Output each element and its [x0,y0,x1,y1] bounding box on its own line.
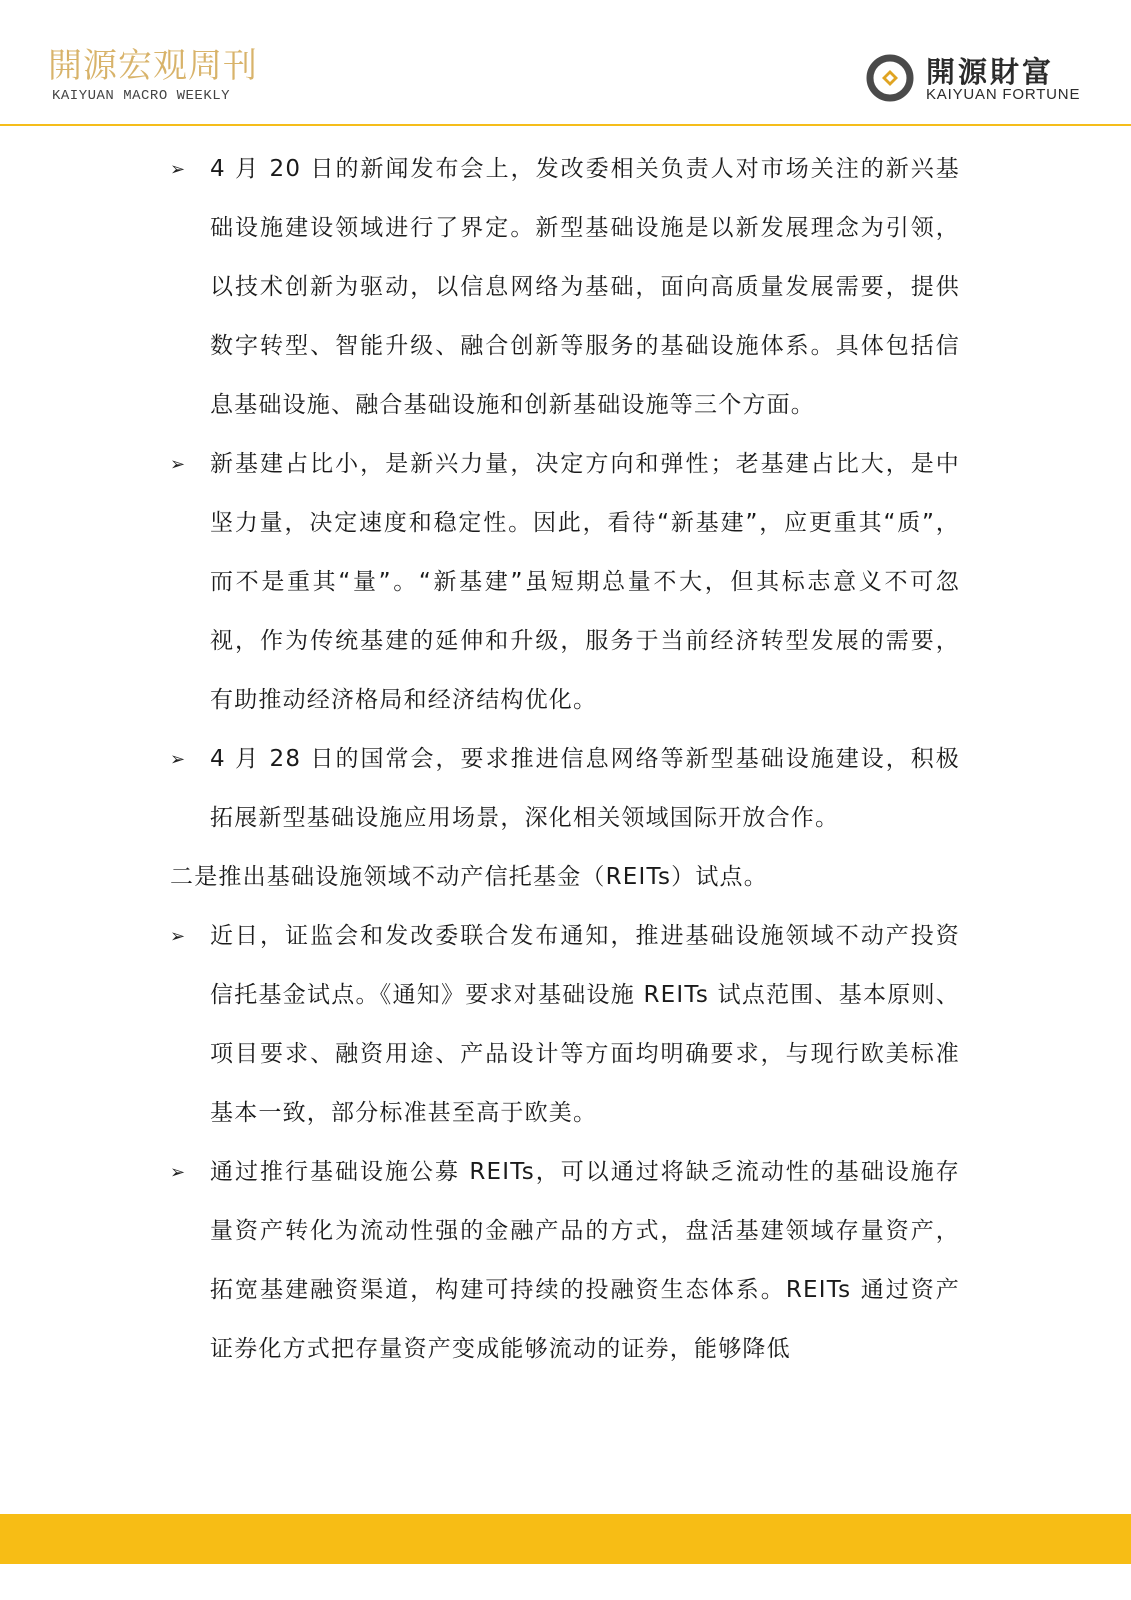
bullet-paragraph-4 [170,907,960,1143]
paragraph-text: 通过推行基础设施公募 REITs，可以通过将缺乏流动性的基础设施存量资产转化为流动性强的金融产品的方式，盘活基建领域存量资产，拓宽基建融资渠道，构建可持续的投融资生态体系。REITs 通过资产证券化方式把存量资产变成能够流动的证券，能够降低 [210,1159,960,1362]
publication-subtitle: KAIYUAN MACRO WEEKLY [52,88,231,104]
arrow-bullet-icon: ➢ [170,454,187,475]
article-body [170,140,960,1379]
arrow-bullet-icon: ➢ [170,1162,187,1183]
bullet-paragraph-2 [170,435,960,730]
arrow-bullet-icon: ➢ [170,749,187,770]
page-header [0,0,1131,126]
section-paragraph-reits [170,848,960,907]
logo-english-name: KAIYUAN FORTUNE [926,86,1081,103]
footer-bar [0,1514,1131,1564]
logo-chinese-name: 開源財富 [926,55,1055,89]
paragraph-text: 4 月 20 日的新闻发布会上，发改委相关负责人对市场关注的新兴基础设施建设领域进行了界定。新型基础设施是以新发展理念为引领，以技术创新为驱动，以信息网络为基础，面向高质量发展需要，提供数字转型、智能升级、融合创新等服务的基础设施体系。具体包括信息基础设施、融合基础设施和创新基础设施等三个方面。 [210,156,960,418]
header-divider [0,124,1131,126]
paragraph-text: 近日，证监会和发改委联合发布通知，推进基础设施领域不动产投资信托基金试点。《通知》要求对基础设施 REITs 试点范围、基本原则、项目要求、融资用途、产品设计等方面均明确要求，与现行欧美标准基本一致，部分标准甚至高于欧美。 [210,923,960,1126]
paragraph-text: 二是推出基础设施领域不动产信托基金（REITs）试点。 [170,864,768,890]
kaiyuan-logo [866,48,1086,108]
paragraph-text: 4 月 28 日的国常会，要求推进信息网络等新型基础设施建设，积极拓展新型基础设施应用场景，深化相关领域国际开放合作。 [210,746,960,831]
arrow-bullet-icon: ➢ [170,926,187,947]
kaiyuan-logo-icon [866,54,914,102]
bullet-paragraph-3 [170,730,960,848]
publication-title: 開源宏观周刊 [48,46,258,86]
arrow-bullet-icon: ➢ [170,159,187,180]
bullet-paragraph-1 [170,140,960,435]
paragraph-text: 新基建占比小，是新兴力量，决定方向和弹性；老基建占比大，是中坚力量，决定速度和稳定性。因此，看待“新基建”，应更重其“质”，而不是重其“量”。“新基建”虽短期总量不大，但其标志意义不可忽视，作为传统基建的延伸和升级，服务于当前经济转型发展的需要，有助推动经济格局和经济结构优化。 [210,451,960,713]
bullet-paragraph-5 [170,1143,960,1379]
